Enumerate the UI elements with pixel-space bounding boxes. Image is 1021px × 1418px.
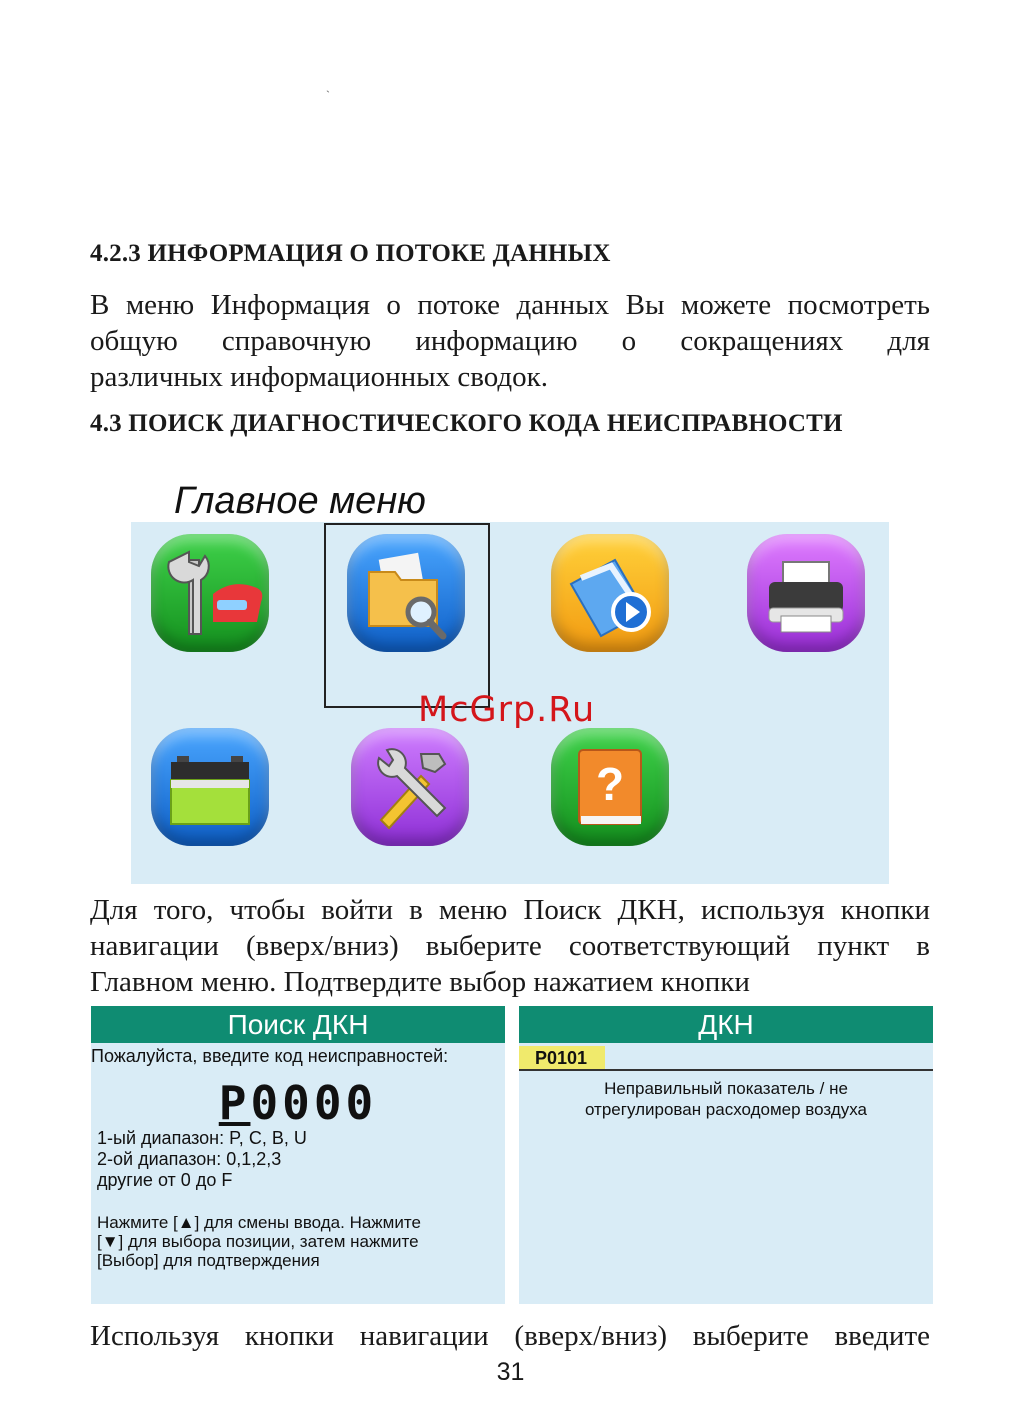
code-digits: 0000 <box>250 1076 378 1130</box>
heading-dtc-lookup: 4.3 ПОИСК ДИАГНОСТИЧЕСКОГО КОДА НЕИСПРАВНОСТИ <box>90 410 843 437</box>
paragraph-line: навигации (вверх/вниз) выберите соответствующий пункт в <box>90 930 930 962</box>
paragraph-line: Для того, чтобы войти в меню Поиск ДКН, используя кнопки <box>90 894 930 926</box>
help-line: [▼] для выбора позиции, затем нажмите <box>97 1232 419 1251</box>
code-cursor-char: P <box>218 1076 251 1130</box>
paragraph-data-stream-info <box>90 287 930 395</box>
selection-frame <box>324 523 490 708</box>
dtc-search-screen <box>91 1006 505 1304</box>
key-help <box>97 1213 502 1270</box>
range-info <box>97 1128 307 1191</box>
range-line: другие от 0 до F <box>97 1170 233 1190</box>
paragraph-line: общую справочную информацию о сокращениях для <box>90 325 930 357</box>
screen-title: ДКН <box>519 1006 933 1043</box>
dtc-description <box>519 1078 933 1120</box>
code-entry-field[interactable] <box>91 1076 505 1130</box>
diagnostics-wrench-car-icon[interactable] <box>151 534 269 652</box>
description-line: отрегулирован расходомер воздуха <box>584 1100 868 1119</box>
heading-data-stream-info: 4.2.3 ИНФОРМАЦИЯ О ПОТОКЕ ДАННЫХ <box>90 240 611 267</box>
help-line: Нажмите [▲] для смены ввода. Нажмите <box>97 1213 421 1232</box>
paragraph-line: Используя кнопки навигации (вверх/вниз) выберите введите <box>90 1320 930 1352</box>
svg-text:?: ? <box>595 758 625 810</box>
paragraph-line: различных информационных сводок. <box>90 361 549 393</box>
paragraph-enter-dtc-menu <box>90 892 930 1000</box>
divider <box>519 1069 933 1071</box>
page-number: 31 <box>496 1358 525 1386</box>
paragraph-line: В меню Информация о потоке данных Вы можете посмотреть <box>90 289 930 321</box>
code-prompt: Пожалуйста, введите код неисправностей: <box>91 1046 449 1066</box>
paragraph-line: Главном меню. Подтвердите выбор нажатием кнопки <box>90 966 750 998</box>
screen-title: Поиск ДКН <box>91 1006 505 1043</box>
paragraph-bottom <box>90 1318 930 1354</box>
printer-icon[interactable] <box>747 534 865 652</box>
main-menu-caption: Главное меню <box>174 480 426 522</box>
help-line: [Выбор] для подтверждения <box>97 1251 320 1270</box>
tools-settings-icon[interactable] <box>351 728 469 846</box>
range-line: 2-ой диапазон: 0,1,2,3 <box>97 1149 282 1169</box>
description-line: Неправильный показатель / не <box>604 1079 848 1098</box>
playback-folder-icon[interactable] <box>551 534 669 652</box>
stray-mark: ˋ <box>326 88 330 102</box>
watermark-text: McGrp.Ru <box>418 690 596 730</box>
dtc-code-badge: P0101 <box>519 1046 605 1070</box>
help-book-icon[interactable] <box>551 728 669 846</box>
range-line: 1-ый диапазон: P, C, B, U <box>97 1128 307 1148</box>
battery-icon[interactable] <box>151 728 269 846</box>
dtc-result-screen <box>519 1006 933 1304</box>
